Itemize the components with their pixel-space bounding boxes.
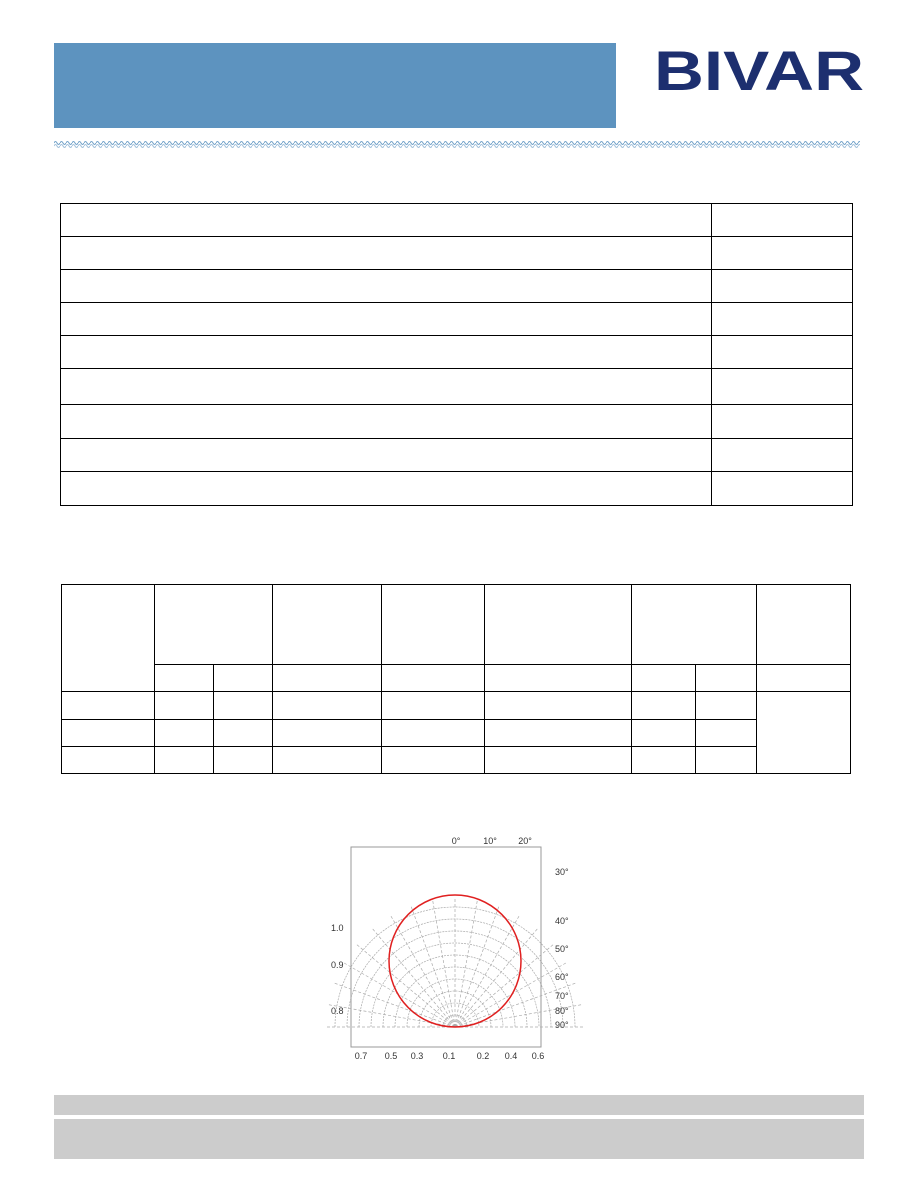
- grid-ray: [455, 905, 499, 1027]
- ratings-table: [60, 203, 853, 506]
- table-cell: [712, 336, 853, 369]
- table-cell: [61, 405, 712, 439]
- radiation-pattern-chart: [325, 830, 585, 1060]
- table-cell: [272, 747, 381, 774]
- table-cell: [62, 720, 155, 747]
- x-tick-label: 0.3: [410, 1051, 424, 1060]
- table-cell: [712, 270, 853, 303]
- angle-label: 60°: [555, 972, 569, 982]
- angle-label: 0°: [451, 836, 461, 846]
- table-cell: [632, 720, 696, 747]
- footer-bar-top: [54, 1095, 864, 1115]
- table-row: [61, 303, 853, 336]
- header-cell: [272, 585, 381, 665]
- header-cell: [485, 665, 632, 692]
- angle-label: 90°: [555, 1020, 569, 1030]
- header-cell: [381, 585, 485, 665]
- table-cell: [61, 204, 712, 237]
- table-cell: [485, 692, 632, 720]
- table-cell: [61, 303, 712, 336]
- table-row: [61, 472, 853, 506]
- table-cell: [213, 747, 272, 774]
- table-cell: [632, 692, 696, 720]
- table-cell: [213, 692, 272, 720]
- table-cell: [485, 747, 632, 774]
- table-cell: [272, 720, 381, 747]
- header-cell: [381, 665, 485, 692]
- table-cell: [712, 472, 853, 506]
- radius-label: 0.9: [331, 960, 344, 970]
- grid-ray: [355, 943, 455, 1027]
- table-cell: [154, 720, 213, 747]
- x-tick-label: 0.7: [354, 1051, 368, 1060]
- angle-labels: [452, 836, 569, 1030]
- header-cell: [62, 585, 155, 692]
- table-cell: [712, 369, 853, 405]
- header-cell: [213, 665, 272, 692]
- table-cell: [154, 692, 213, 720]
- x-tick-labels: [355, 1051, 545, 1060]
- table-cell: [61, 237, 712, 270]
- header-cell: [272, 665, 381, 692]
- table-cell: [712, 303, 853, 336]
- x-tick-label: 0.4: [504, 1051, 518, 1060]
- table-cell: [381, 720, 485, 747]
- header-cell: [154, 665, 213, 692]
- table-cell: [61, 439, 712, 472]
- table-row: [61, 204, 853, 237]
- radius-label: 1.0: [331, 923, 344, 933]
- x-tick-label: 0.6: [531, 1051, 545, 1060]
- angle-label: 30°: [555, 867, 569, 877]
- table-cell: [381, 747, 485, 774]
- table-cell: [757, 692, 851, 774]
- x-tick-label: 0.5: [384, 1051, 398, 1060]
- header-cell: [632, 665, 696, 692]
- table-row: [61, 405, 853, 439]
- table-row: [61, 336, 853, 369]
- angle-label: 70°: [555, 991, 569, 1001]
- wave-divider: [54, 140, 860, 149]
- header-banner: [54, 43, 616, 128]
- angle-label: 10°: [483, 836, 497, 846]
- table-cell: [696, 692, 757, 720]
- radius-label: 0.8: [331, 1006, 344, 1016]
- table-header-row: [62, 585, 851, 665]
- table-cell: [61, 472, 712, 506]
- table-cell: [272, 692, 381, 720]
- x-tick-label: 0.1: [442, 1051, 456, 1060]
- table-cell: [61, 270, 712, 303]
- table-cell: [696, 747, 757, 774]
- header-cell: [154, 585, 272, 665]
- table-cell: [62, 747, 155, 774]
- grid-ray: [455, 943, 555, 1027]
- chart-frame: [351, 847, 541, 1047]
- svg-text:BIVAR: BIVAR: [654, 40, 864, 98]
- header-cell: [632, 585, 757, 665]
- footer-bar-bottom: [54, 1119, 864, 1159]
- table-cell: [62, 692, 155, 720]
- table-cell: [712, 405, 853, 439]
- table-row: [62, 747, 851, 774]
- radius-labels: [331, 923, 344, 1016]
- table-cell: [696, 720, 757, 747]
- table-cell: [61, 336, 712, 369]
- table-cell: [712, 204, 853, 237]
- specs-table: [61, 584, 851, 774]
- table-cell: [632, 747, 696, 774]
- table-subheader-row: [62, 665, 851, 692]
- angle-label: 80°: [555, 1006, 569, 1016]
- chart-grid-rays: [325, 897, 585, 1027]
- table-row: [62, 720, 851, 747]
- table-cell: [61, 369, 712, 405]
- table-cell: [712, 439, 853, 472]
- table-cell: [213, 720, 272, 747]
- table-row: [61, 270, 853, 303]
- header-cell: [757, 585, 851, 665]
- angle-label: 40°: [555, 916, 569, 926]
- table-cell: [485, 720, 632, 747]
- header-cell: [757, 665, 851, 692]
- table-row: [61, 439, 853, 472]
- angle-label: 20°: [518, 836, 532, 846]
- angle-label: 50°: [555, 944, 569, 954]
- table-cell: [712, 237, 853, 270]
- header-cell: [485, 585, 632, 665]
- table-cell: [381, 692, 485, 720]
- x-tick-label: 0.2: [476, 1051, 490, 1060]
- table-cell: [154, 747, 213, 774]
- table-row: [61, 369, 853, 405]
- table-row: [62, 692, 851, 720]
- table-row: [61, 237, 853, 270]
- bivar-logo: [652, 40, 867, 98]
- header-cell: [696, 665, 757, 692]
